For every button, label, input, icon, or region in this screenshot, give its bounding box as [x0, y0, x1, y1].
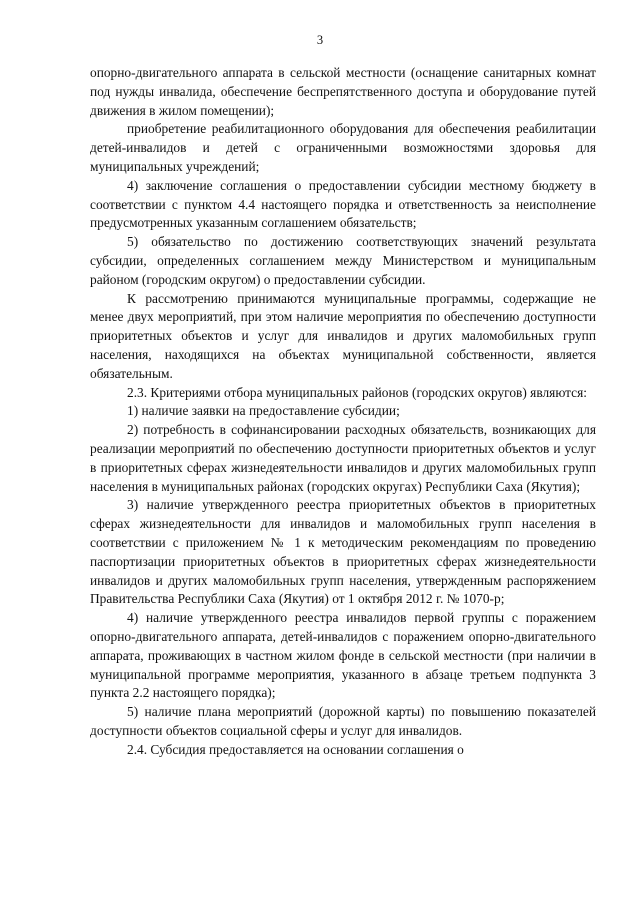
paragraph-rehab-equipment: приобретение реабилитационного оборудования для обеспечения реабилитации детей-инвалидов и детей с ограниченными возможностями здоровья для муниципальных учреждений; [90, 121, 596, 174]
paragraph-item-5-obligation: 5) обязательство по достижению соответствующих значений результата субсидии, определенных соглашением между Министерством и муниципальным районом (городским округом) о предоставлении субсидии. [90, 234, 596, 287]
page-number: 3 [316, 33, 324, 47]
paragraph-programs-considered: К рассмотрению принимаются муниципальные программы, содержащие не менее двух мероприятий, при этом наличие мероприятия по обеспечению доступности приоритетных объектов и услуг для инвалидов и других маломобильных групп населения, находящихся на объектах муниципальной собственности, является обязательным. [90, 290, 596, 381]
paragraph-criterion-2: 2) потребность в софинансировании расходных обязательств, возникающих для реализации мероприятий по обеспечению доступности приоритетных объектов и услуг в приоритетных сферах жизнедеятельности инвалидов и других маломобильных групп населения в муниципальных районах (городских округах) Республики Саха (Якутия); [90, 422, 596, 494]
paragraph-section-2-4: 2.4. Субсидия предоставляется на основании соглашения о [127, 741, 464, 757]
paragraph-continuation: опорно-двигательного аппарата в сельской местности (оснащение санитарных комнат под нужды инвалида, обеспечение беспрепятственного доступа и оборудование путей движения в жилом помещении); [90, 65, 596, 118]
paragraph-item-4-agreement: 4) заключение соглашения о предоставлении субсидии местному бюджету в соответствии с пунктом 4.4 настоящего порядка и ответственность за неисполнение предусмотренных указанным соглашением обязательств; [90, 177, 596, 231]
paragraph-criterion-1: 1) наличие заявки на предоставление субсидии; [127, 403, 400, 419]
paragraph-criterion-5: 5) наличие плана мероприятий (дорожной карты) по повышению показателей доступности объектов социальной сферы и услуг для инвалидов. [90, 704, 596, 738]
paragraph-criterion-3: 3) наличие утвержденного реестра приоритетных объектов в приоритетных сферах жизнедеятельности для инвалидов и маломобильных групп населения в соответствии с приложением № 1 к методическим рекомендациям по проведению паспортизации приоритетных объектов в приоритетных сферах жизнедеятельности инвалидов и других маломобильных групп населения, утвержденным распоряжением Правительства Республики Саха (Якутия) от 1 октября 2012 г. № 1070-р; [90, 497, 596, 607]
document-body [90, 64, 596, 759]
paragraph-criterion-4: 4) наличие утвержденного реестра инвалидов первой группы с поражением опорно-двигательного аппарата, детей-инвалидов с поражением опорно-двигательного аппарата, проживающих в частном жилом фонде в сельской местности (при наличии в муниципальной программе мероприятия, указанного в абзаце третьем подпункта 3 пункта 2.2 настоящего порядка); [90, 610, 596, 701]
paragraph-section-2-3: 2.3. Критериями отбора муниципальных районов (городских округов) являются: [127, 384, 587, 400]
